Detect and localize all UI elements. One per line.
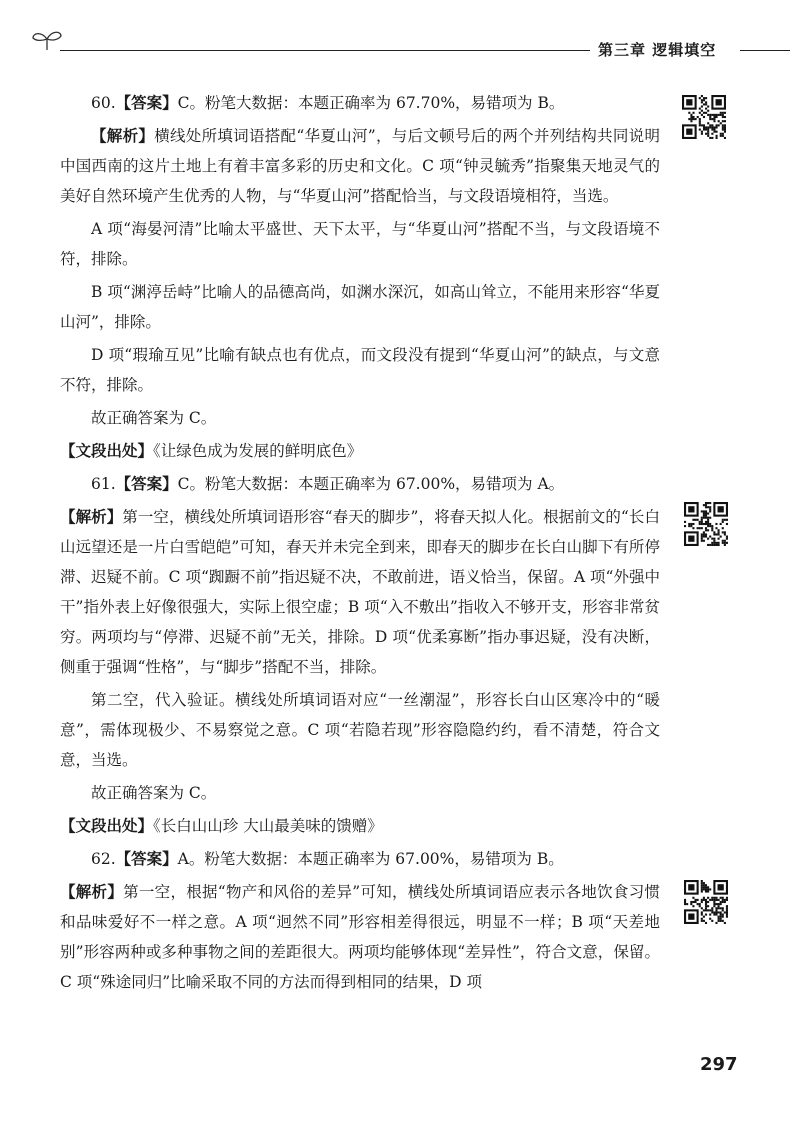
option-explanation: B 项“渊渟岳峙”比喻人的品德高尚，如渊水深沉，如高山耸立，不能用来形容“华夏山河”，排除。 xyxy=(60,283,660,331)
analysis-60 xyxy=(60,121,660,211)
answer-text: A。粉笔大数据：本题正确率为 67.00%，易错项为 B。 xyxy=(177,850,564,868)
question-number: 61. xyxy=(91,475,116,493)
qr-code-icon[interactable] xyxy=(684,880,728,924)
analysis-62 xyxy=(60,877,660,997)
question-number: 60. xyxy=(91,94,116,112)
header-rule-right xyxy=(740,50,790,51)
source-text: 《长白山山珍 大山最美味的馈赠》 xyxy=(153,817,383,835)
qr-code-icon xyxy=(684,880,728,924)
chapter-title: 第三章 逻辑填空 xyxy=(598,41,717,59)
source-60 xyxy=(60,436,660,466)
conclusion: 故正确答案为 C。 xyxy=(91,784,217,802)
answer-61 xyxy=(60,469,660,499)
answer-label: 【答案】 xyxy=(115,850,178,868)
qr-code-icon xyxy=(684,502,728,546)
option-explanation: A 项“海晏河清”比喻太平盛世、天下太平，与“华夏山河”搭配不当，与文段语境不符，排除。 xyxy=(60,220,660,268)
qr-code-icon[interactable] xyxy=(684,502,728,546)
qr-code-icon[interactable] xyxy=(682,95,726,139)
page-content xyxy=(60,88,660,1000)
analysis-text: 第一空，横线处所填词语形容“春天的脚步”，将春天拟人化。根据前文的“长白山远望还是一片白雪皑皑”可知，春天并未完全到来，即春天的脚步在长白山脚下有所停滞、迟疑不前。C 项“踟蹰不前”指迟疑不决，不敢前进，语义恰当，保留。A 项“外强中干”指外表上好像很强大，实际上很空虚；B 项“入不敷出”指收入不够开支，形容非常贫穷。两项均与“停滞、迟疑不前”无关，排除。D 项“优柔寡断”指办事迟疑，没有决断，侧重于强调“性格”，与“脚步”搭配不当，排除。 xyxy=(60,508,660,676)
answer-text: C。粉笔大数据：本题正确率为 67.00%，易错项为 A。 xyxy=(177,475,565,493)
answer-label: 【答案】 xyxy=(115,475,178,493)
page-number: 297 xyxy=(700,1054,738,1075)
analysis-text: 第一空，根据“物产和风俗的差异”可知，横线处所填词语应表示各地饮食习惯和品味爱好不一样之意。A 项“迥然不同”形容相差得很远，明显不一样；B 项“天差地别”形容两种或多种事物之间的差距很大。两项均能够体现“差异性”，符合文意，保留。C 项“殊途同归”比喻采取不同的方法而得到相同的结果，D 项 xyxy=(60,883,660,991)
question-number: 62. xyxy=(91,850,116,868)
answer-label: 【答案】 xyxy=(115,94,178,112)
answer-62 xyxy=(60,844,660,874)
analysis-label: 【解析】 xyxy=(60,883,124,901)
conclusion: 故正确答案为 C。 xyxy=(91,409,217,427)
analysis-label: 【解析】 xyxy=(91,127,155,145)
analysis-text: 横线处所填词语搭配“华夏山河”，与后文顿号后的两个并列结构共同说明中国西南的这片土地上有着丰富多彩的历史和文化。C 项“钟灵毓秀”指聚集天地灵气的美好自然环境产生优秀的人物，与“华夏山河”搭配恰当，与文段语境相符，当选。 xyxy=(60,127,660,205)
option-explanation: D 项“瑕瑜互见”比喻有缺点也有优点，而文段没有提到“华夏山河”的缺点，与文意不符，排除。 xyxy=(60,346,660,394)
analysis-61 xyxy=(60,502,660,682)
qr-code-icon xyxy=(682,95,726,139)
source-label: 【文段出处】 xyxy=(60,442,154,460)
analysis-label: 【解析】 xyxy=(60,508,123,526)
header-rule-left xyxy=(60,50,590,51)
source-61 xyxy=(60,811,660,841)
page-header xyxy=(0,0,800,70)
leaf-sprout-icon xyxy=(30,28,64,52)
source-label: 【文段出处】 xyxy=(60,817,154,835)
answer-text: C。粉笔大数据：本题正确率为 67.70%，易错项为 B。 xyxy=(177,94,565,112)
answer-60 xyxy=(60,88,660,118)
second-blank-analysis: 第二空，代入验证。横线处所填词语对应“一丝潮湿”，形容长白山区寒冷中的“暖意”，需体现极少、不易察觉之意。C 项“若隐若现”形容隐隐约约，看不清楚，符合文意，当选。 xyxy=(60,691,660,769)
source-text: 《让绿色成为发展的鲜明底色》 xyxy=(153,442,363,460)
